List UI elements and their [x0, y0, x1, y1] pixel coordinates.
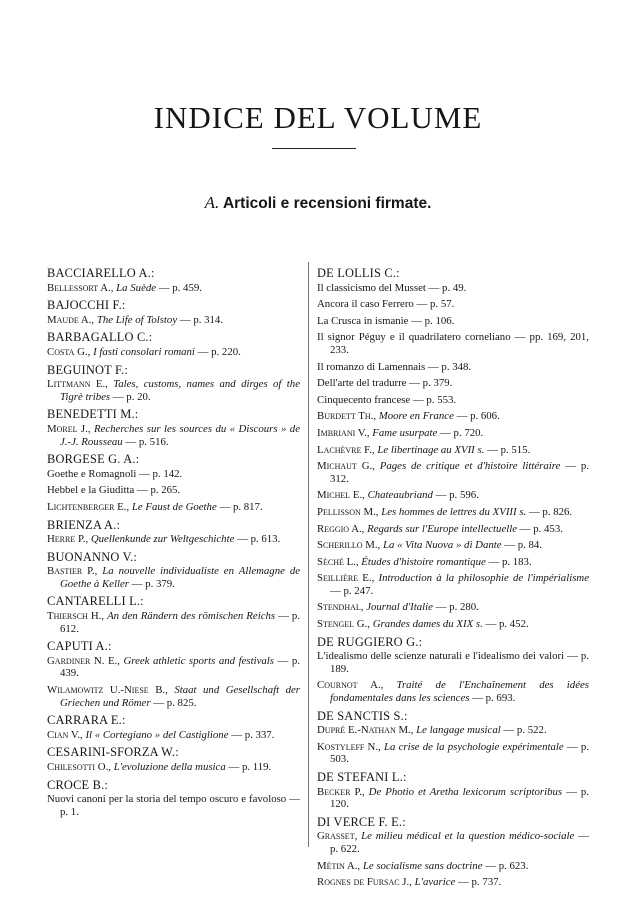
entry-author: Wilamowitz U.-Niese B.,: [47, 684, 168, 697]
index-entry: [317, 539, 589, 552]
index-entry: [317, 361, 589, 374]
entry-author: Dupré E.-Nathan M.,: [317, 724, 414, 737]
entry-text: — p. 612.: [60, 610, 301, 635]
index-entry: [47, 346, 300, 359]
entry-author: Morel J.,: [47, 422, 91, 435]
entry-author: Stendhal,: [317, 601, 364, 614]
entry-title: Le libertinage au XVII s.: [377, 443, 485, 456]
index-entry: [317, 601, 589, 614]
index-entry: [317, 444, 589, 457]
index-entry: [317, 572, 589, 597]
index-entry: [47, 533, 300, 546]
entry-author: Maude A.,: [47, 313, 95, 326]
entry-author: Reggio A.,: [317, 522, 365, 535]
entry-title: Regards sur l'Europe intellectuelle: [367, 522, 518, 535]
entry-title: La nouvelle individualiste en Allemagne de Goethe à Keller: [60, 565, 301, 590]
entry-text: — p. 20.: [110, 390, 151, 403]
entry-text: Ancora il caso Ferrero — p. 57.: [317, 298, 455, 311]
section-letter: A.: [204, 193, 220, 212]
reviewer-name: CARRARA E.:: [47, 713, 126, 728]
index-entry: [47, 610, 300, 635]
entry-text: — p. 720.: [437, 426, 484, 439]
reviewer-name: BEGUINOT F.:: [47, 362, 129, 377]
entry-author: Thiersch H.,: [47, 610, 105, 623]
entry-text: — p. 516.: [122, 435, 169, 448]
entry-author: Cian V.,: [47, 728, 83, 741]
entry-title: Études d'histoire romantique: [361, 555, 486, 568]
entry-author: Scherillo M.,: [317, 539, 381, 552]
entry-author: Séché L.,: [317, 555, 359, 568]
index-entry: [317, 377, 589, 390]
entry-title: Le milieu médical et la question médico-sociale: [361, 830, 575, 843]
index-entry: [317, 460, 589, 485]
entry-text: Dell'arte del tradurre — p. 379.: [317, 377, 453, 390]
entry-author: Michel E.,: [317, 489, 365, 502]
entry-title: La crise de la psychologie expérimentale: [383, 740, 564, 753]
entry-author: Bellessort A.,: [47, 281, 114, 294]
index-entry: [317, 298, 589, 311]
entry-text: — p. 623.: [482, 859, 529, 872]
entry-title: L'avarice: [414, 876, 456, 889]
reviewer-name: CROCE B.:: [47, 777, 109, 792]
entry-title: Recherches sur les sources du « Discours » de J.-J. Rousseau: [60, 422, 301, 448]
entry-author: Rognes de Fursac J.,: [317, 876, 412, 889]
entry-title: La Suède: [116, 281, 157, 294]
entry-text: — p. 503.: [330, 740, 589, 766]
entry-title: Chateaubriand: [367, 489, 433, 502]
entry-text: — p. 280.: [432, 601, 479, 614]
entry-author: Imbriani V.,: [317, 426, 370, 439]
reviewer-name: CAPUTI A.:: [47, 639, 112, 654]
reviewer-name: BARBAGALLO C.:: [47, 330, 153, 345]
reviewer-name: BRIENZA A.:: [47, 517, 121, 532]
index-entry: [47, 282, 300, 295]
reviewer-name: CANTARELLI L.:: [47, 594, 144, 609]
entry-author: Grasset,: [317, 830, 358, 843]
reviewer-name: DE RUGGIERO G.:: [317, 634, 423, 649]
section-title: Articoli e recensioni firmate.: [222, 195, 432, 212]
entry-title: Moore en France: [378, 410, 454, 423]
entry-text: — p. 379.: [128, 577, 175, 590]
entry-author: Michaut G.,: [317, 460, 375, 473]
index-entry: [317, 724, 589, 737]
index-entry: [317, 650, 589, 675]
entry-text: — p. 693.: [469, 692, 516, 705]
index-entry: [47, 729, 300, 742]
entry-title: Grandes dames du XIX s.: [372, 618, 483, 631]
entry-text: — p. 120.: [330, 785, 589, 811]
index-entry: [317, 786, 589, 811]
entry-title: The Life of Tolstoy: [96, 313, 178, 326]
entry-title: Le langage musical: [416, 724, 501, 737]
index-entry: [317, 741, 589, 766]
index-entry: [317, 315, 589, 328]
section-heading: [0, 193, 636, 213]
entry-text: — p. 522.: [500, 724, 547, 737]
reviewer-name: CESARINI-SFORZA W.:: [47, 745, 179, 760]
entry-text: — p. 314.: [177, 313, 224, 326]
entry-title: Quellenkunde zur Weltgeschichte: [90, 533, 235, 546]
entry-text: La Crusca in ismanie — p. 106.: [317, 314, 455, 327]
page-title: INDICE DEL VOLUME: [153, 100, 483, 135]
entry-text: — p. 817.: [216, 500, 263, 513]
index-entry: [317, 506, 589, 519]
reviewer-name: DI VERCE F. E.:: [317, 814, 406, 829]
entry-text: Cinquecento francese — p. 553.: [317, 393, 457, 406]
entry-text: — p. 459.: [156, 281, 202, 294]
index-entry: [47, 501, 300, 514]
entry-author: Gardiner N. E.,: [47, 654, 120, 667]
index-entry: [47, 423, 300, 448]
entry-text: — p. 452.: [482, 618, 529, 631]
index-entry: [317, 489, 589, 502]
entry-title: Staat und Gesellschaft der Griechen und Römer: [60, 684, 300, 709]
entry-title: Il « Cortegiano » del Castiglione: [85, 728, 229, 741]
entry-title: Le socialisme sans doctrine: [362, 859, 483, 872]
entry-title: Le Faust de Goethe: [131, 500, 217, 513]
entry-text: — p. 825.: [150, 696, 197, 709]
entry-author: Pellisson M.,: [317, 505, 379, 518]
entry-author: Stengel G.,: [317, 618, 371, 631]
entry-text: Goethe e Romagnoli — p. 142.: [47, 467, 183, 480]
entry-author: Cournot A.,: [317, 679, 384, 692]
entry-title: I fasti consolari romani: [93, 345, 195, 358]
entry-title: De Photio et Aretha lexicorum scriptoribus: [368, 785, 563, 798]
entry-text: L'idealismo delle scienze naturali e l'idealismo dei valori — p. 189.: [317, 650, 589, 675]
index-entry: [47, 565, 300, 590]
entry-author: Lachèvre F.,: [317, 443, 375, 456]
index-entry: [317, 394, 589, 407]
index-entry: [47, 793, 300, 818]
reviewer-name: BAJOCCHI F.:: [47, 298, 126, 313]
index-entry: [47, 378, 300, 403]
entry-author: Littmann E.,: [47, 378, 108, 391]
index-entry: [47, 684, 300, 709]
entry-text: Il signor Péguy e il quadrilatero corneliano — pp. 169, 201, 233.: [317, 331, 589, 356]
reviewer-name: BENEDETTI M.:: [47, 407, 139, 422]
entry-text: Hebbel e la Giuditta — p. 265.: [47, 484, 181, 497]
entry-title: L'evoluzione della musica: [113, 761, 226, 773]
entry-text: — p. 247.: [330, 584, 374, 597]
index-entry: [317, 618, 589, 631]
title-divider: [272, 148, 356, 149]
entry-title: Les hommes de lettres du XVIII s.: [381, 505, 527, 518]
entry-text: — p. 613.: [234, 533, 281, 546]
entry-title: Greek athletic sports and festivals: [123, 654, 275, 667]
index-entry: [47, 655, 300, 680]
index-entry: [317, 679, 589, 704]
entry-text: — p. 622.: [330, 830, 590, 855]
entry-author: Lichtenberger E.,: [47, 500, 130, 513]
entry-text: — p. 183.: [485, 555, 532, 568]
entry-title: La « Vita Nuova » di Dante: [382, 539, 502, 552]
entry-author: Bastier P.,: [47, 565, 98, 578]
entry-text: — p. 453.: [517, 522, 563, 535]
reviewer-name: BORGESE G. A.:: [47, 452, 140, 467]
entry-text: — p. 84.: [501, 539, 543, 552]
entry-text: — p. 606.: [453, 410, 500, 423]
index-entry: [317, 830, 589, 855]
entry-text: Il classicismo del Musset — p. 49.: [317, 281, 467, 294]
entry-text: — p. 312.: [330, 460, 589, 485]
entry-title: Pages de critique et d'histoire littéraire: [379, 460, 561, 473]
entry-author: Herre P.,: [47, 533, 89, 546]
entry-text: — p. 119.: [225, 761, 272, 773]
index-entry: [47, 468, 300, 481]
index-entry: [47, 761, 300, 774]
entry-text: — p. 515.: [484, 443, 531, 456]
index-entry: [47, 484, 300, 497]
index-entry: [317, 523, 589, 536]
reviewer-name: BACCIARELLO A.:: [47, 266, 155, 280]
index-entry: [317, 410, 589, 423]
entry-author: Seillière E.,: [317, 572, 375, 585]
reviewer-name: DE SANCTIS S.:: [317, 708, 408, 723]
entry-author: Burdett Th.,: [317, 410, 377, 423]
index-entry: [317, 427, 589, 440]
reviewer-name: BUONANNO V.:: [47, 549, 138, 564]
index-entry: [317, 876, 589, 889]
entry-title: Introduction à la philosophie de l'impérialisme: [378, 572, 590, 585]
index-entry: [317, 331, 589, 356]
entry-text: — p. 439.: [60, 654, 300, 680]
entry-text: — p. 337.: [228, 728, 275, 741]
index-entry: [317, 860, 589, 873]
entry-text: — p. 220.: [194, 345, 241, 358]
index-entry: [47, 314, 300, 327]
entry-author: Chilesotti O.,: [47, 761, 111, 773]
index-entry: [317, 556, 589, 569]
entry-title: Fame usurpate: [372, 426, 438, 439]
reviewer-name: DE LOLLIS C.:: [317, 266, 400, 280]
reviewer-name: DE STEFANI L.:: [317, 770, 407, 784]
left-column: [47, 267, 300, 822]
entry-text: Nuovi canoni per la storia del tempo oscuro e favoloso — p. 1.: [47, 793, 300, 818]
entry-title: An den Rändern des römischen Reichs: [107, 610, 276, 623]
entry-author: Kostyleff N.,: [317, 740, 381, 753]
entry-title: Journal d'Italie: [366, 601, 433, 614]
entry-text: — p. 826.: [526, 505, 573, 518]
entry-text: — p. 737.: [455, 876, 502, 889]
entry-text: Il romanzo di Lamennais — p. 348.: [317, 360, 472, 373]
entry-title: Tales, customs, names and dirges of the Tigrè tribes: [60, 378, 300, 403]
entry-author: Métin A.,: [317, 859, 361, 872]
entry-author: Becker P.,: [317, 785, 365, 798]
entry-title: Traité de l'Enchaînement des idées fondamentales dans les sciences: [330, 679, 589, 705]
entry-text: — p. 596.: [432, 489, 479, 502]
column-divider: [308, 262, 309, 847]
entry-author: Costa G.,: [47, 345, 91, 358]
right-column: [317, 267, 589, 893]
index-entry: [317, 282, 589, 295]
